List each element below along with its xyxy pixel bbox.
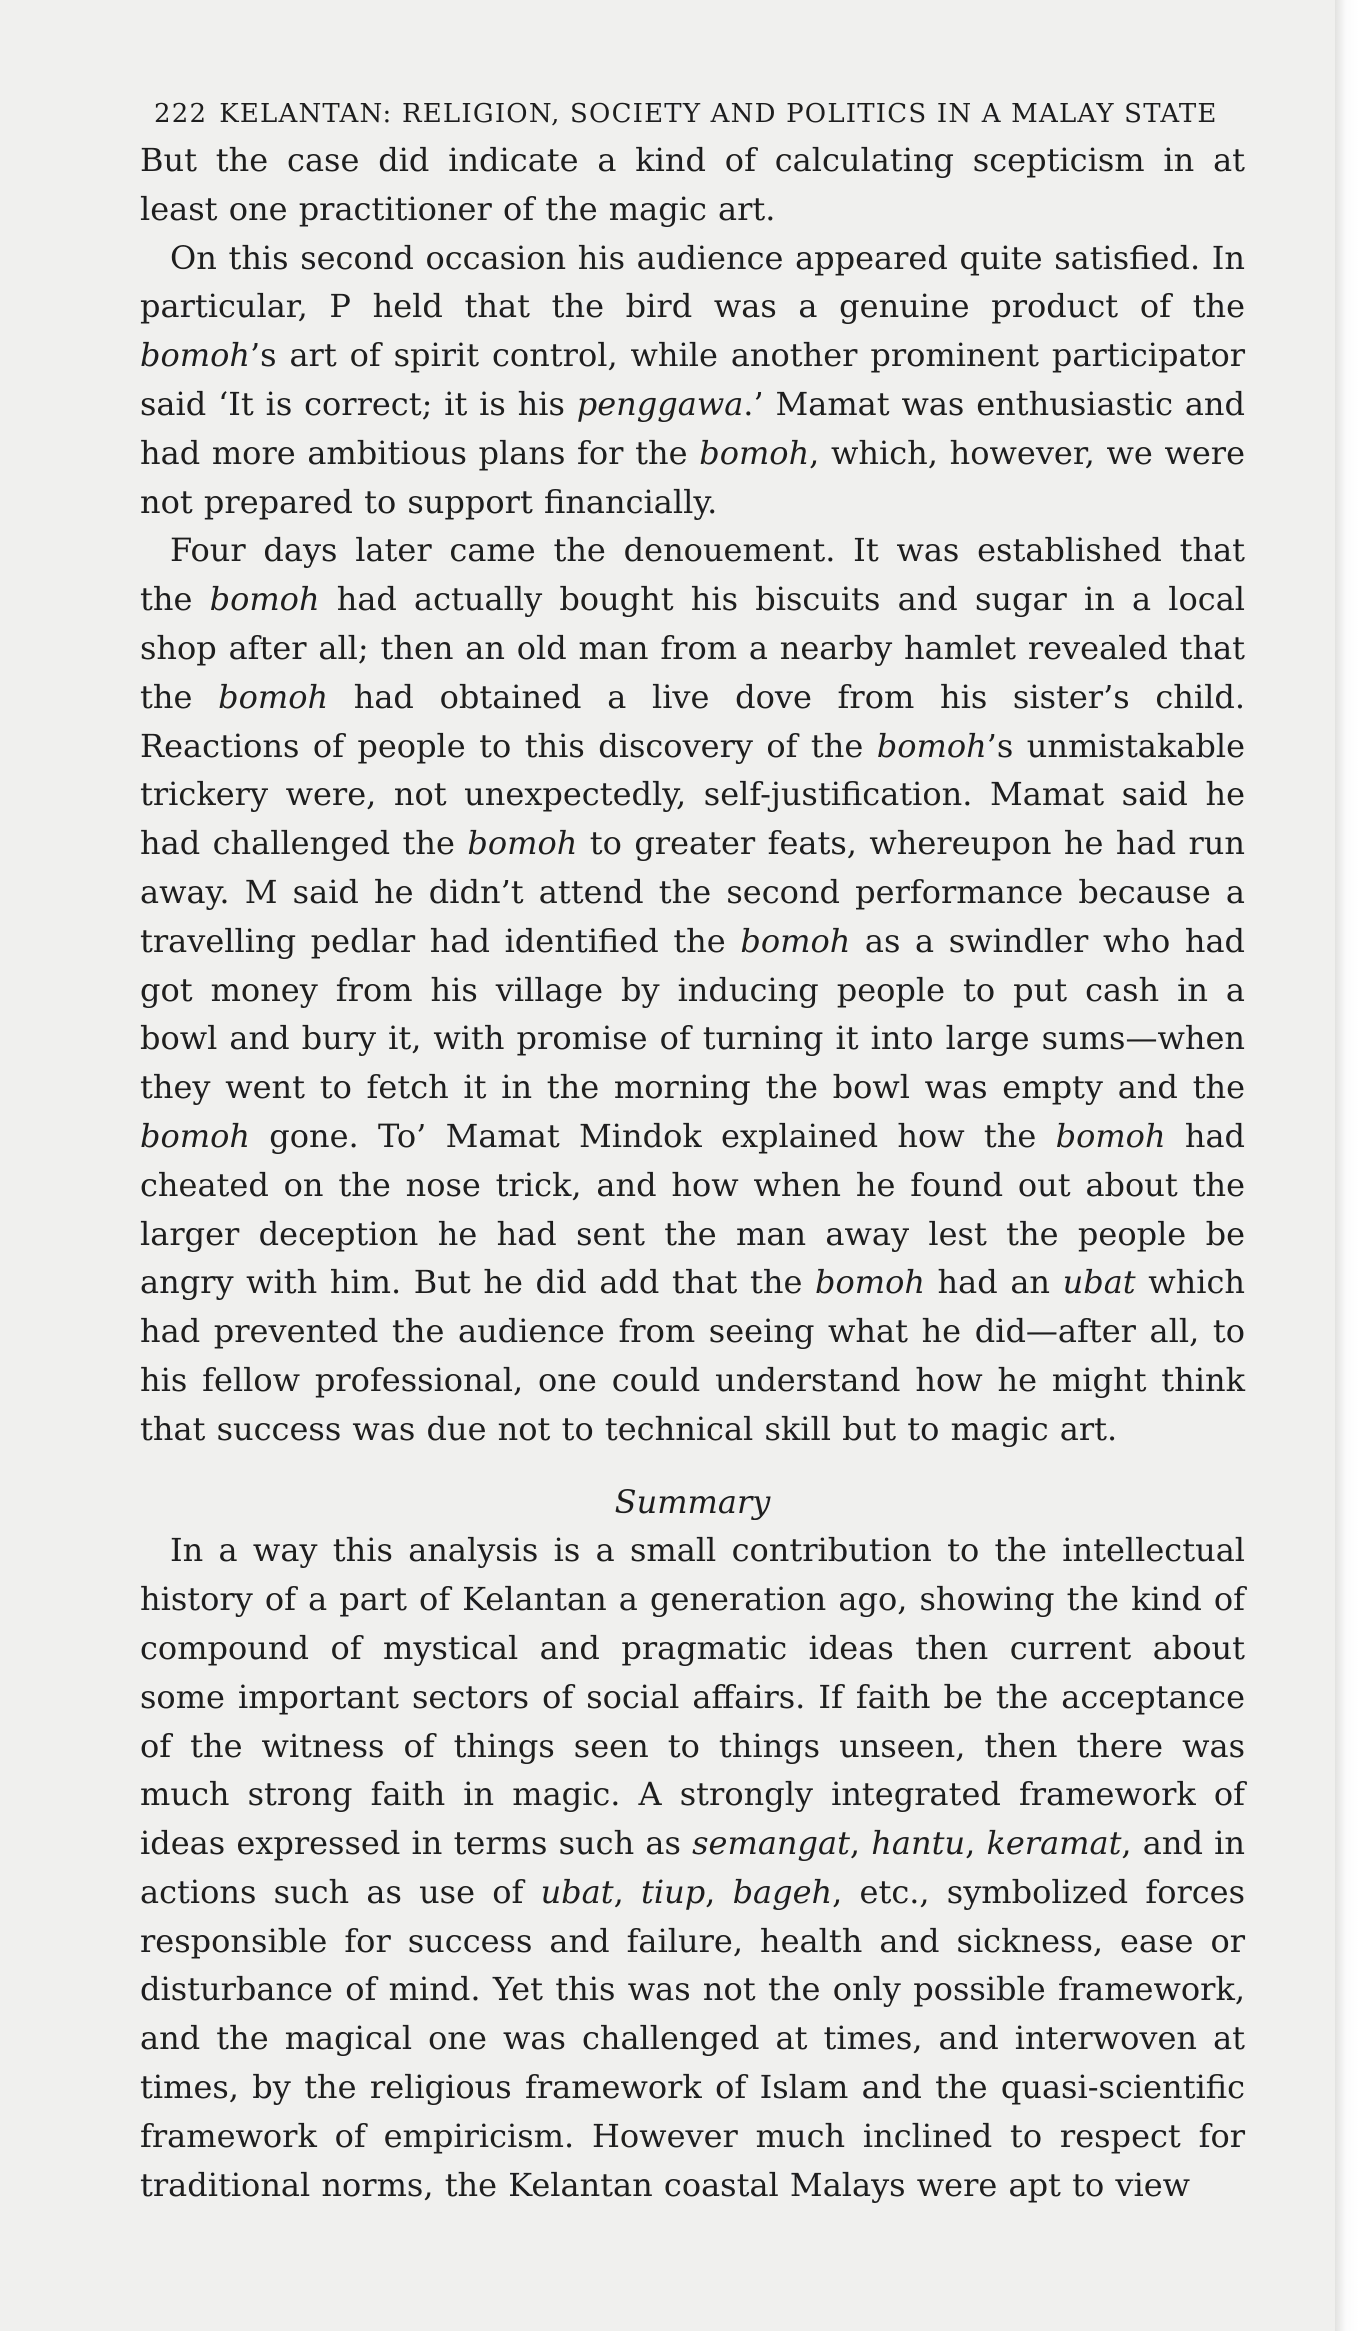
text-run: , which, however, we were not prepared to support financially. bbox=[140, 433, 1246, 521]
running-head-title: KELANTAN: RELIGION, SOCIETY AND POLITICS IN A MALAY STATE bbox=[219, 99, 1218, 129]
text-run: gone. To’ Mamat Mindok explained how the bbox=[249, 1116, 1056, 1155]
text-run: had cheated on the nose trick, and how when he found out about the larger deception he had sent the man away lest the people be angry with him. But he did add that the bbox=[140, 1116, 1245, 1302]
italic-term: hantu bbox=[871, 1824, 966, 1863]
page-number: 222 bbox=[154, 99, 208, 129]
italic-term: keramat bbox=[986, 1824, 1122, 1863]
text-run: .’ Mamat was enthusiastic and had more ambitious plans for the bbox=[140, 384, 1245, 472]
text-run: , and in actions such as use of bbox=[140, 1824, 1246, 1911]
summary-paragraph bbox=[140, 1526, 1245, 2209]
text-run: , bbox=[613, 1872, 641, 1911]
text-run: But the case did indicate a kind of calculating scepticism in at least one practitioner of the magic art. bbox=[140, 141, 1245, 228]
paragraph-3 bbox=[140, 526, 1245, 1453]
paragraph-2 bbox=[140, 234, 1245, 527]
text-run: , bbox=[965, 1824, 987, 1863]
italic-term: bomoh bbox=[699, 433, 810, 472]
section-heading: Summary bbox=[614, 1482, 771, 1521]
italic-term: penggawa bbox=[576, 384, 744, 423]
text-run: had actually bought his biscuits and sugar in a local shop after all; then an old man from a nearby hamlet revealed that the bbox=[140, 580, 1246, 716]
italic-term: bomoh bbox=[140, 1116, 250, 1155]
text-block bbox=[140, 96, 1245, 2209]
italic-term: bomoh bbox=[1055, 1116, 1166, 1155]
italic-term: bomoh bbox=[209, 580, 320, 619]
text-run: , bbox=[705, 1872, 733, 1911]
text-run: , bbox=[849, 1824, 872, 1863]
text-run: as a swindler who had got money from his village by inducing people to put cash in a bowl and bury it, with promise of turning it into large sums—when they went to fetch it in the morning the bowl was empty and the bbox=[140, 921, 1246, 1107]
text-run: Four days later came the denouement. It was established that the bbox=[140, 531, 1245, 619]
italic-term: bomoh bbox=[218, 677, 329, 716]
text-run: On this second occasion his audience appeared quite satisfied. In particular, P held that the bird was a genuine product of the bbox=[140, 238, 1245, 326]
paragraph-1 bbox=[140, 136, 1245, 234]
text-run: to greater feats, whereupon he had run away. M said he didn’t attend the second performance because a travelling pedlar had identified the bbox=[140, 824, 1245, 960]
italic-term: semangat bbox=[692, 1824, 850, 1863]
text-run: had obtained a live dove from his sister’s child. Reactions of people to this discovery of the bbox=[140, 677, 1246, 765]
text-run: ’s unmistakable trickery were, not unexpectedly, self-justification. Mamat said he had challenged the bbox=[140, 726, 1245, 863]
italic-term: ubat bbox=[540, 1872, 614, 1911]
text-run: ’s art of spirit control, while another prominent participator said ‘It is correct; it is his bbox=[140, 336, 1245, 423]
italic-term: bomoh bbox=[740, 921, 851, 960]
italic-term: tiup bbox=[640, 1872, 706, 1911]
text-run: had an bbox=[924, 1263, 1063, 1302]
italic-term: bageh bbox=[732, 1872, 833, 1911]
text-run: , etc., symbolized forces responsible for success and failure, health and sickness, ease or disturbance of mind. Yet this was not the only possible framework, and the magical one was challenged at times, and interwoven at times, by the religious framework of Islam and the quasi-scientific framework of empiricism. However much inclined to respect for traditional norms, the Kelantan coastal Malays were apt to view bbox=[140, 1872, 1246, 2204]
text-run: In a way this analysis is a small contribution to the intellectual history of a part of Kelantan a generation ago, showing the kind of compound of mystical and pragmatic ideas then current about some important sectors of social affairs. If faith be the acceptance of the witness of things seen to things unseen, then there was much strong faith in magic. A strongly integrated framework of ideas expressed in terms such as bbox=[140, 1531, 1245, 1863]
italic-term: bomoh bbox=[814, 1263, 925, 1302]
page-edge-shadow bbox=[1335, 0, 1359, 2331]
italic-term: ubat bbox=[1062, 1263, 1136, 1302]
italic-term: bomoh bbox=[140, 336, 250, 375]
running-head bbox=[154, 96, 1245, 132]
italic-term: bomoh bbox=[876, 726, 987, 765]
text-run: which had prevented the audience from seeing what he did—after all, to his fellow professional, one could understand how he might think that success was due not to technical skill but to magic art. bbox=[140, 1263, 1246, 1448]
italic-term: bomoh bbox=[467, 824, 578, 863]
